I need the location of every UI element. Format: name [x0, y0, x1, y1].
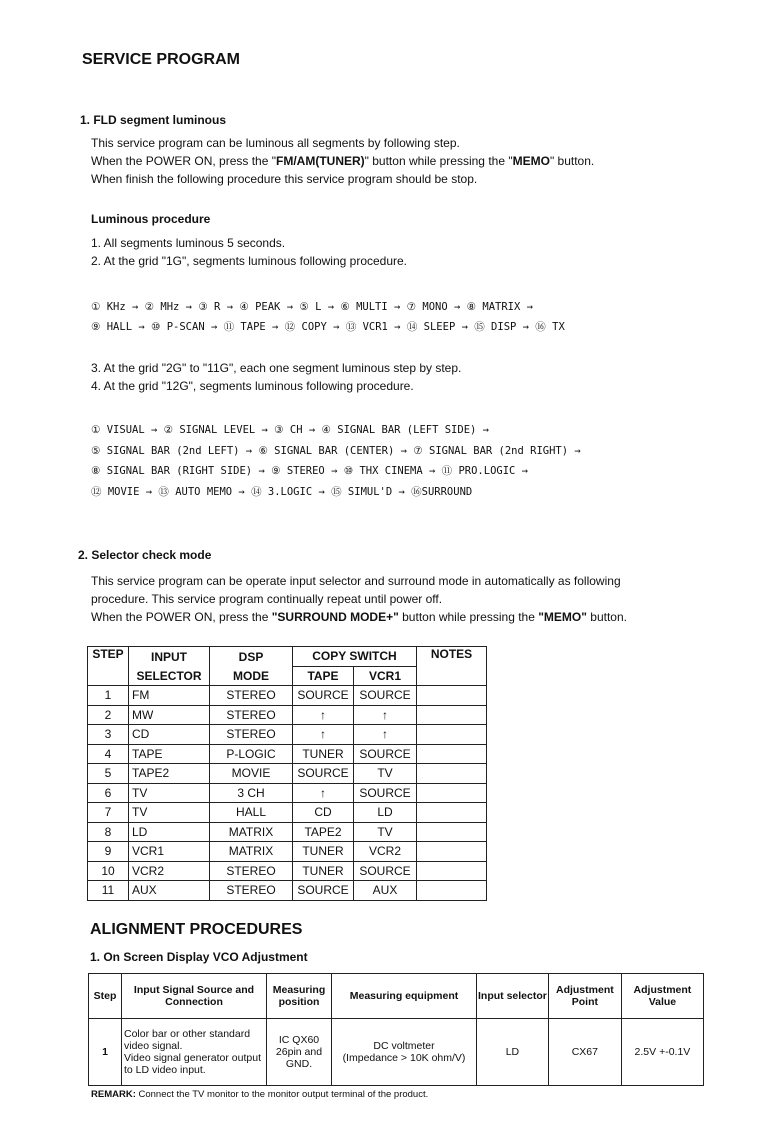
sequence-line: ⑨ HALL → ⑩ P-SCAN → ⑪ TAPE → ⑫ COPY → ⑬ VCR1 → ⑭ SLEEP → ⑮ DISP → ⑯ TX [91, 321, 565, 333]
remark [91, 1089, 428, 1100]
cell-step: 3 [88, 725, 129, 745]
section-selector-heading: 2. Selector check mode [78, 548, 212, 562]
cell-notes [417, 686, 487, 706]
procedure-steps-1-2 [91, 234, 407, 270]
cell-line: (Impedance > 10K ohm/V) [342, 1052, 466, 1064]
cell-step: 7 [88, 803, 129, 823]
section-fld-heading: 1. FLD segment luminous [80, 113, 227, 127]
cell-equipment [332, 1019, 477, 1086]
cell-notes [417, 783, 487, 803]
cell-tape: CD [293, 803, 354, 823]
sequence-12g [91, 420, 581, 503]
cell-vcr1: LD [354, 803, 417, 823]
text-line: This service program can be operate input selector and surround mode in automatically as following [91, 574, 621, 588]
text: When the POWER ON, press the [91, 610, 272, 624]
cell-mode: MATRIX [210, 822, 293, 842]
text-line: This service program can be luminous all segments by following step. [91, 136, 460, 150]
fld-description [91, 134, 594, 188]
table-row [88, 842, 487, 862]
cell-value: 2.5V +-0.1V [621, 1019, 703, 1086]
procedure-step: 4. At the grid "12G", segments luminous following procedure. [91, 379, 414, 393]
cell-input: VCR2 [129, 861, 210, 881]
cell-mode: MOVIE [210, 764, 293, 784]
header-input-selector: Input selector [477, 974, 549, 1019]
cell-tape: TUNER [293, 842, 354, 862]
cell-mode: P-LOGIC [210, 744, 293, 764]
cell-vcr1: SOURCE [354, 686, 417, 706]
cell-notes [417, 861, 487, 881]
header-adjustment-point: Adjustment Point [548, 974, 621, 1019]
procedure-step: 2. At the grid "1G", segments luminous following procedure. [91, 254, 408, 268]
button-name: MEMO [512, 154, 550, 168]
sequence-line: ⑫ MOVIE → ⑬ AUTO MEMO → ⑭ 3.LOGIC → ⑮ SIMUL'D → ⑯SURROUND [91, 486, 473, 499]
header-input-signal: Input Signal Source and Connection [122, 974, 267, 1019]
table-row [88, 822, 487, 842]
text-line: procedure. This service program continually repeat until power off. [91, 592, 443, 606]
selector-description [91, 572, 627, 626]
cell-input: TV [129, 803, 210, 823]
cell-tape: SOURCE [293, 764, 354, 784]
cell-line: GND. [285, 1058, 313, 1070]
text-line: When finish the following procedure this service program should be stop. [91, 172, 478, 186]
header-mode: MODE [210, 666, 293, 686]
cell-input: TAPE [129, 744, 210, 764]
cell-tape: ↑ [293, 725, 354, 745]
table-row [88, 861, 487, 881]
procedure-steps-3-4 [91, 359, 461, 395]
header-dsp: DSP [210, 647, 293, 667]
cell-notes [417, 842, 487, 862]
sequence-1g [91, 297, 565, 337]
cell-line: IC QX60 [278, 1034, 320, 1046]
cell-step: 1 [88, 686, 129, 706]
cell-tape: SOURCE [293, 881, 354, 901]
text: When the POWER ON, press the " [91, 154, 276, 168]
table-row [88, 803, 487, 823]
table-row [88, 783, 487, 803]
cell-selector: LD [477, 1019, 549, 1086]
cell-mode: HALL [210, 803, 293, 823]
procedure-step: 3. At the grid "2G" to "11G", each one segment luminous step by step. [91, 361, 462, 375]
button-name: "SURROUND MODE+" [271, 610, 399, 624]
sequence-line: ① KHz → ② MHz → ③ R → ④ PEAK → ⑤ L → ⑥ MULTI → ⑦ MONO → ⑧ MATRIX → [91, 301, 533, 313]
cell-vcr1: ↑ [354, 725, 417, 745]
cell-step: 1 [89, 1019, 122, 1086]
cell-notes [417, 725, 487, 745]
header-vcr1: VCR1 [354, 666, 417, 686]
table-row [88, 686, 487, 706]
sequence-line: ① VISUAL → ② SIGNAL LEVEL → ③ CH → ④ SIGNAL BAR (LEFT SIDE) → [91, 424, 489, 436]
header-step: STEP [88, 647, 129, 686]
table-row [88, 764, 487, 784]
cell-tape: SOURCE [293, 686, 354, 706]
vco-adjustment-heading: 1. On Screen Display VCO Adjustment [90, 950, 308, 964]
button-name: "MEMO" [538, 610, 587, 624]
cell-line: to LD video input. [124, 1064, 206, 1076]
cell-vcr1: SOURCE [354, 744, 417, 764]
cell-tape: ↑ [293, 705, 354, 725]
table-row [88, 744, 487, 764]
header-adjustment-value: Adjustment Value [621, 974, 703, 1019]
cell-notes [417, 881, 487, 901]
text: button. [586, 610, 627, 624]
header-tape: TAPE [293, 666, 354, 686]
cell-mode: STEREO [210, 861, 293, 881]
sequence-line: ⑤ SIGNAL BAR (2nd LEFT) → ⑥ SIGNAL BAR (CENTER) → ⑦ SIGNAL BAR (2nd RIGHT) → [91, 444, 581, 457]
text-line [91, 152, 594, 170]
selector-check-table [87, 646, 487, 901]
text: " button while pressing the " [364, 154, 513, 168]
cell-input: VCR1 [129, 842, 210, 862]
cell-notes [417, 764, 487, 784]
table-row [89, 1019, 704, 1086]
cell-step: 9 [88, 842, 129, 862]
cell-vcr1: AUX [354, 881, 417, 901]
cell-step: 2 [88, 705, 129, 725]
cell-vcr1: SOURCE [354, 861, 417, 881]
table-row [88, 705, 487, 725]
text: button while pressing the [398, 610, 539, 624]
cell-step: 4 [88, 744, 129, 764]
cell-notes [417, 705, 487, 725]
cell-tape: TUNER [293, 861, 354, 881]
header-selector: SELECTOR [129, 666, 210, 686]
cell-line: video signal. [124, 1040, 183, 1052]
text: " button. [549, 154, 595, 168]
cell-mode: MATRIX [210, 842, 293, 862]
cell-line: DC voltmeter [373, 1040, 435, 1052]
header-step: Step [89, 974, 122, 1019]
cell-line: 26pin and [275, 1046, 323, 1058]
cell-vcr1: SOURCE [354, 783, 417, 803]
cell-input: TAPE2 [129, 764, 210, 784]
cell-point: CX67 [548, 1019, 621, 1086]
cell-mode: STEREO [210, 705, 293, 725]
procedure-step: 1. All segments luminous 5 seconds. [91, 236, 286, 250]
cell-tape: TUNER [293, 744, 354, 764]
cell-position [267, 1019, 332, 1086]
cell-line: Video signal generator output [124, 1052, 261, 1064]
cell-step: 6 [88, 783, 129, 803]
cell-step: 11 [88, 881, 129, 901]
header-measuring-equipment: Measuring equipment [332, 974, 477, 1019]
cell-vcr1: VCR2 [354, 842, 417, 862]
cell-input: FM [129, 686, 210, 706]
cell-line: Color bar or other standard [124, 1028, 251, 1040]
cell-input: MW [129, 705, 210, 725]
cell-mode: STEREO [210, 725, 293, 745]
text-line [91, 608, 627, 626]
cell-step: 5 [88, 764, 129, 784]
cell-notes [417, 822, 487, 842]
header-input: INPUT [129, 647, 210, 667]
cell-tape: ↑ [293, 783, 354, 803]
cell-mode: STEREO [210, 881, 293, 901]
table-row [88, 881, 487, 901]
cell-tape: TAPE2 [293, 822, 354, 842]
cell-vcr1: TV [354, 764, 417, 784]
luminous-procedure-heading: Luminous procedure [91, 212, 211, 226]
header-measuring-position: Measuring position [267, 974, 332, 1019]
cell-vcr1: TV [354, 822, 417, 842]
cell-mode: 3 CH [210, 783, 293, 803]
cell-vcr1: ↑ [354, 705, 417, 725]
remark-text: Connect the TV monitor to the monitor output terminal of the product. [135, 1089, 429, 1100]
cell-step: 8 [88, 822, 129, 842]
remark-label: REMARK: [91, 1089, 136, 1100]
alignment-table [88, 973, 704, 1086]
cell-notes [417, 803, 487, 823]
cell-input: TV [129, 783, 210, 803]
cell-input: AUX [129, 881, 210, 901]
cell-step: 10 [88, 861, 129, 881]
cell-notes [417, 744, 487, 764]
cell-mode: STEREO [210, 686, 293, 706]
header-copy-switch: COPY SWITCH [293, 647, 417, 667]
table-row [88, 725, 487, 745]
page-title: SERVICE PROGRAM [82, 51, 240, 68]
header-notes: NOTES [417, 647, 487, 686]
cell-input: LD [129, 822, 210, 842]
cell-input: CD [129, 725, 210, 745]
alignment-title: ALIGNMENT PROCEDURES [90, 921, 303, 938]
sequence-line: ⑧ SIGNAL BAR (RIGHT SIDE) → ⑨ STEREO → ⑩ THX CINEMA → ⑪ PRO.LOGIC → [91, 465, 528, 478]
cell-source [122, 1019, 267, 1086]
button-name: FM/AM(TUNER) [276, 154, 365, 168]
